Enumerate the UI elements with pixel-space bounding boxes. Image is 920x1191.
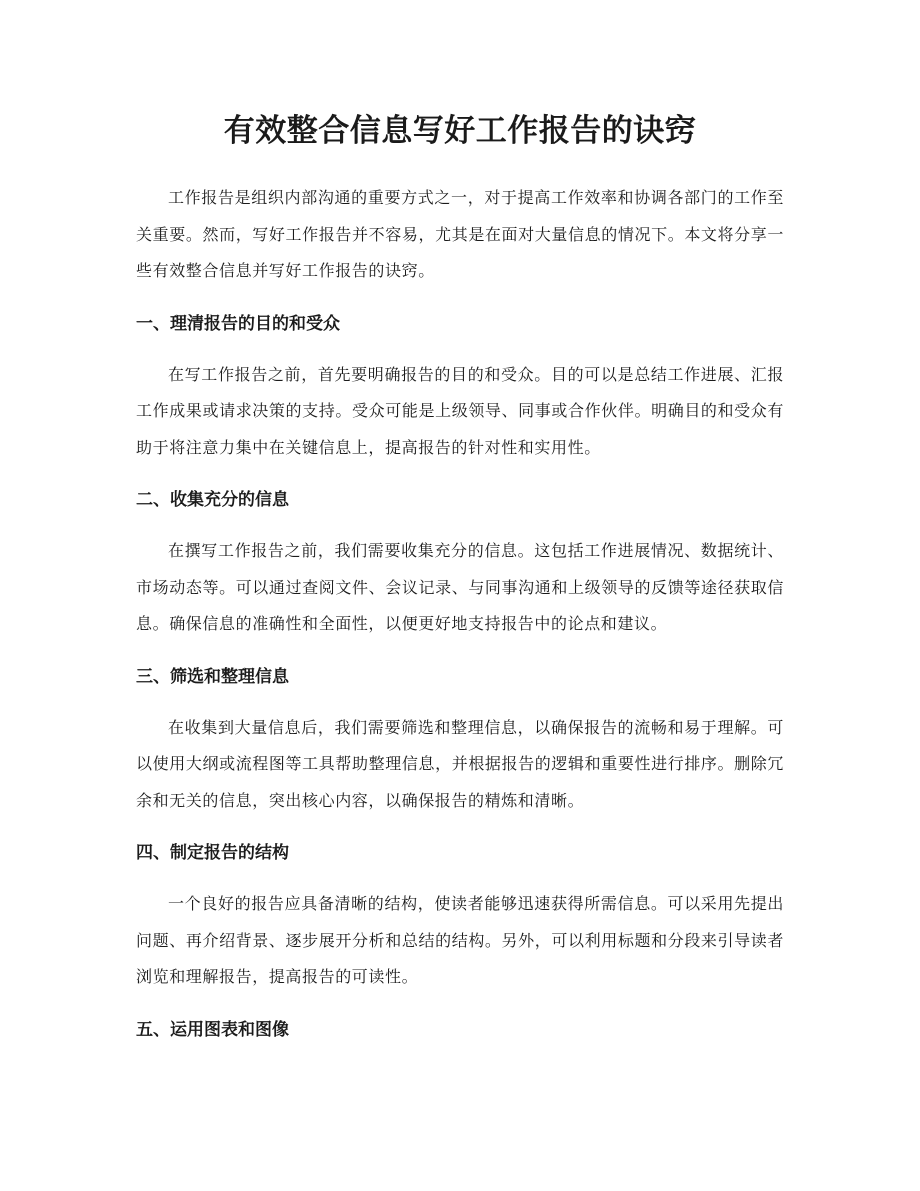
section-heading-1: 一、理清报告的目的和受众	[136, 313, 340, 334]
intro-paragraph: 工作报告是组织内部沟通的重要方式之一，对于提高工作效率和协调各部门的工作至关重要。然而，写好工作报告并不容易，尤其是在面对大量信息的情况下。本文将分享一些有效整合信息并写好工作报告的诀窍。	[136, 188, 784, 280]
section-body-4: 一个良好的报告应具备清晰的结构，使读者能够迅速获得所需信息。可以采用先提出问题、再介绍背景、逐步展开分析和总结的结构。另外，可以利用标题和分段来引导读者浏览和理解报告，提高报告的可读性。	[136, 894, 784, 986]
section-heading-4: 四、制定报告的结构	[136, 843, 289, 863]
section-heading-3: 三、筛选和整理信息	[136, 666, 289, 687]
section-body-2: 在撰写工作报告之前，我们需要收集充分的信息。这包括工作进展情况、数据统计、市场动态等。可以通过查阅文件、会议记录、与同事沟通和上级领导的反馈等途径获取信息。确保信息的准确性和全面性，以便更好地支持报告中的论点和建议。	[136, 541, 784, 633]
section-heading-5: 五、运用图表和图像	[136, 1019, 289, 1040]
section-body-1: 在写工作报告之前，首先要明确报告的目的和受众。目的可以是总结工作进展、汇报工作成果或请求决策的支持。受众可能是上级领导、同事或合作伙伴。明确目的和受众有助于将注意力集中在关键信息上，提高报告的针对性和实用性。	[136, 364, 784, 457]
document-body	[136, 180, 784, 1048]
document-title: 有效整合信息写好工作报告的诀窍	[223, 113, 697, 149]
section-body-3: 在收集到大量信息后，我们需要筛选和整理信息，以确保报告的流畅和易于理解。可以使用大纲或流程图等工具帮助整理信息，并根据报告的逻辑和重要性进行排序。删除冗余和无关的信息，突出核心内容，以确保报告的精炼和清晰。	[136, 717, 784, 810]
section-heading-2: 二、收集充分的信息	[136, 490, 289, 510]
